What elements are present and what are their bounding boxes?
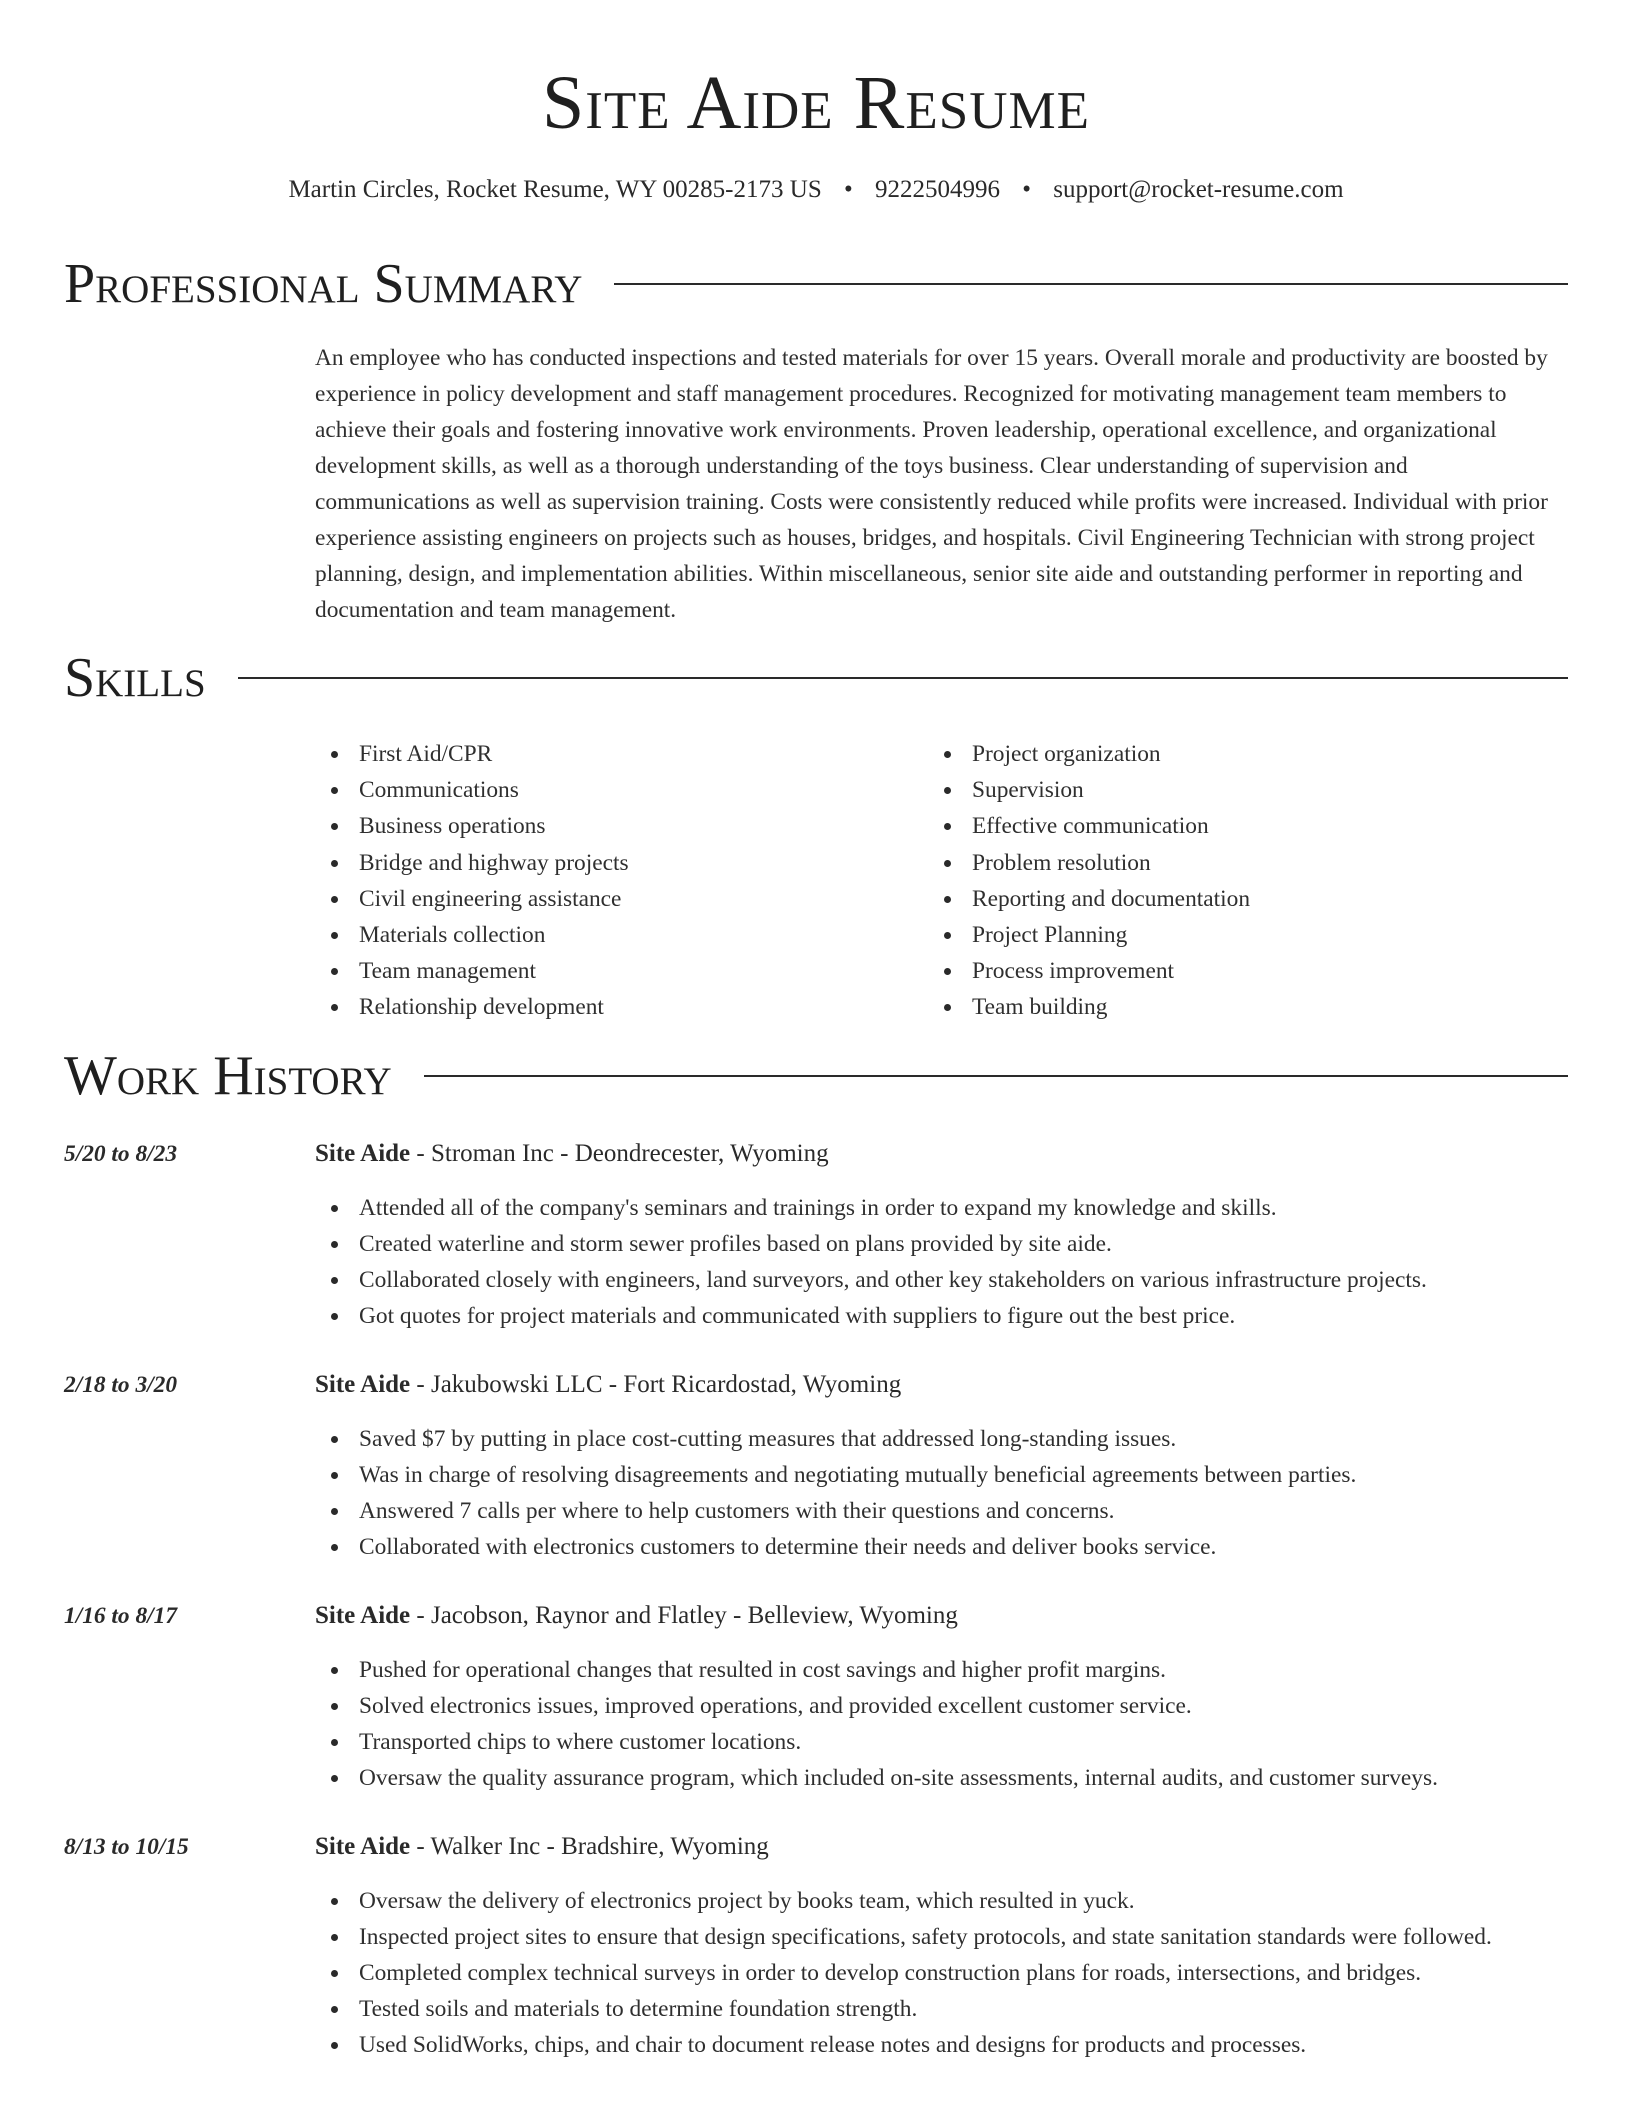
- contact-separator: •: [843, 176, 853, 203]
- skill-item: Process improvement: [928, 953, 1250, 989]
- job-title: Site Aide: [315, 1140, 411, 1167]
- skill-item: Business operations: [315, 808, 629, 844]
- job-bullets: [315, 1421, 1568, 1565]
- job-dates: 5/20 to 8/23: [64, 1141, 178, 1167]
- job-dates: 1/16 to 8/17: [64, 1603, 178, 1629]
- skill-item: Communications: [315, 772, 629, 808]
- job-bullet: Created waterline and storm sewer profiles based on plans provided by site aide.: [315, 1226, 1568, 1262]
- job-dates: 2/18 to 3/20: [64, 1372, 178, 1398]
- job-bullets: [315, 1190, 1568, 1334]
- summary-heading: Professional Summary: [64, 253, 583, 315]
- job-company-location: - Stroman Inc - Deondrecester, Wyoming: [410, 1140, 829, 1167]
- resume-title: Site Aide Resume: [542, 61, 1090, 145]
- job-bullet: Oversaw the delivery of electronics project by books team, which resulted in yuck.: [315, 1883, 1568, 1919]
- job-heading: [315, 1136, 829, 1172]
- job-heading: [315, 1367, 901, 1403]
- job-heading: [315, 1598, 958, 1634]
- job-title: Site Aide: [315, 1833, 411, 1860]
- skills-heading: Skills: [64, 647, 206, 709]
- job-bullet: Answered 7 calls per where to help customers with their questions and concerns.: [315, 1493, 1568, 1529]
- skill-item: First Aid/CPR: [315, 736, 629, 772]
- job-company-location: - Jacobson, Raynor and Flatley - Belleview, Wyoming: [410, 1602, 958, 1629]
- skill-item: Reporting and documentation: [928, 881, 1250, 917]
- job-company-location: - Walker Inc - Bradshire, Wyoming: [410, 1833, 769, 1860]
- contact-address: Martin Circles, Rocket Resume, WY 00285-2173 US: [288, 176, 822, 203]
- job-dates: 8/13 to 10/15: [64, 1834, 189, 1860]
- skills-list-right: [928, 736, 1250, 1026]
- job-bullet: Collaborated with electronics customers to determine their needs and deliver books service.: [315, 1529, 1568, 1565]
- skill-item: Supervision: [928, 772, 1250, 808]
- job-bullet: Was in charge of resolving disagreements and negotiating mutually beneficial agreements between parties.: [315, 1457, 1568, 1493]
- contact-phone: 9222504996: [874, 176, 1000, 203]
- job-title: Site Aide: [315, 1602, 411, 1629]
- job-heading: [315, 1829, 769, 1865]
- skills-heading-row: [64, 646, 1568, 710]
- summary-text: An employee who has conducted inspections and tested materials for over 15 years. Overall morale and productivity are boosted by experience in policy development and staff management procedures. Recognized for motivating management team members to achieve their goals and fostering innovative work environments. Proven leadership, operational excellence, and organizational development skills, as well as a thorough understanding of the toys business. Clear understanding of supervision and communications as well as supervision training. Costs were consistently reduced while profits were increased. Individual with prior experience assisting engineers on projects such as houses, bridges, and hospitals. Civil Engineering Technician with strong project planning, design, and implementation abilities. Within miscellaneous, senior site aide and outstanding performer in reporting and documentation and team management.: [315, 345, 1548, 623]
- skill-item: Project Planning: [928, 917, 1250, 953]
- job-bullets: [315, 1883, 1568, 2063]
- work-heading: Work History: [64, 1045, 392, 1107]
- job-bullet: Attended all of the company's seminars and trainings in order to expand my knowledge and skills.: [315, 1190, 1568, 1226]
- job-bullet: Used SolidWorks, chips, and chair to document release notes and designs for products and processes.: [315, 2027, 1568, 2063]
- contact-separator: •: [1022, 176, 1031, 203]
- job-bullet: Solved electronics issues, improved operations, and provided excellent customer service.: [315, 1688, 1568, 1724]
- skills-list-left: [315, 736, 629, 1026]
- job-title: Site Aide: [315, 1371, 411, 1398]
- skill-item: Problem resolution: [928, 845, 1250, 881]
- job-bullet: Pushed for operational changes that resulted in cost savings and higher profit margins.: [315, 1652, 1568, 1688]
- summary-heading-row: [64, 252, 1568, 316]
- job-bullet: Got quotes for project materials and communicated with suppliers to figure out the best price.: [315, 1298, 1568, 1334]
- skill-item: Team building: [928, 989, 1250, 1025]
- work-divider: [424, 1075, 1568, 1077]
- work-heading-row: [64, 1044, 1568, 1108]
- job-bullet: Inspected project sites to ensure that design specifications, safety protocols, and state sanitation standards were followed.: [315, 1919, 1568, 1955]
- job-bullet: Oversaw the quality assurance program, which included on-site assessments, internal audits, and customer surveys.: [315, 1760, 1568, 1796]
- skill-item: Bridge and highway projects: [315, 845, 629, 881]
- job-bullet: Saved $7 by putting in place cost-cutting measures that addressed long-standing issues.: [315, 1421, 1568, 1457]
- job-bullet: Tested soils and materials to determine foundation strength.: [315, 1991, 1568, 2027]
- skills-divider: [238, 677, 1568, 679]
- job-bullet: Transported chips to where customer locations.: [315, 1724, 1568, 1760]
- contact-line: [64, 172, 1568, 208]
- job-bullet: Collaborated closely with engineers, land surveyors, and other key stakeholders on various infrastructure projects.: [315, 1262, 1568, 1298]
- job-company-location: - Jakubowski LLC - Fort Ricardostad, Wyoming: [410, 1371, 902, 1398]
- skill-item: Project organization: [928, 736, 1250, 772]
- skill-item: Effective communication: [928, 808, 1250, 844]
- job-bullet: Completed complex technical surveys in order to develop construction plans for roads, intersections, and bridges.: [315, 1955, 1568, 1991]
- skill-item: Materials collection: [315, 917, 629, 953]
- summary-divider: [614, 283, 1568, 285]
- skill-item: Relationship development: [315, 989, 629, 1025]
- skill-item: Civil engineering assistance: [315, 881, 629, 917]
- job-bullets: [315, 1652, 1568, 1796]
- contact-email: support@rocket-resume.com: [1053, 176, 1344, 203]
- skill-item: Team management: [315, 953, 629, 989]
